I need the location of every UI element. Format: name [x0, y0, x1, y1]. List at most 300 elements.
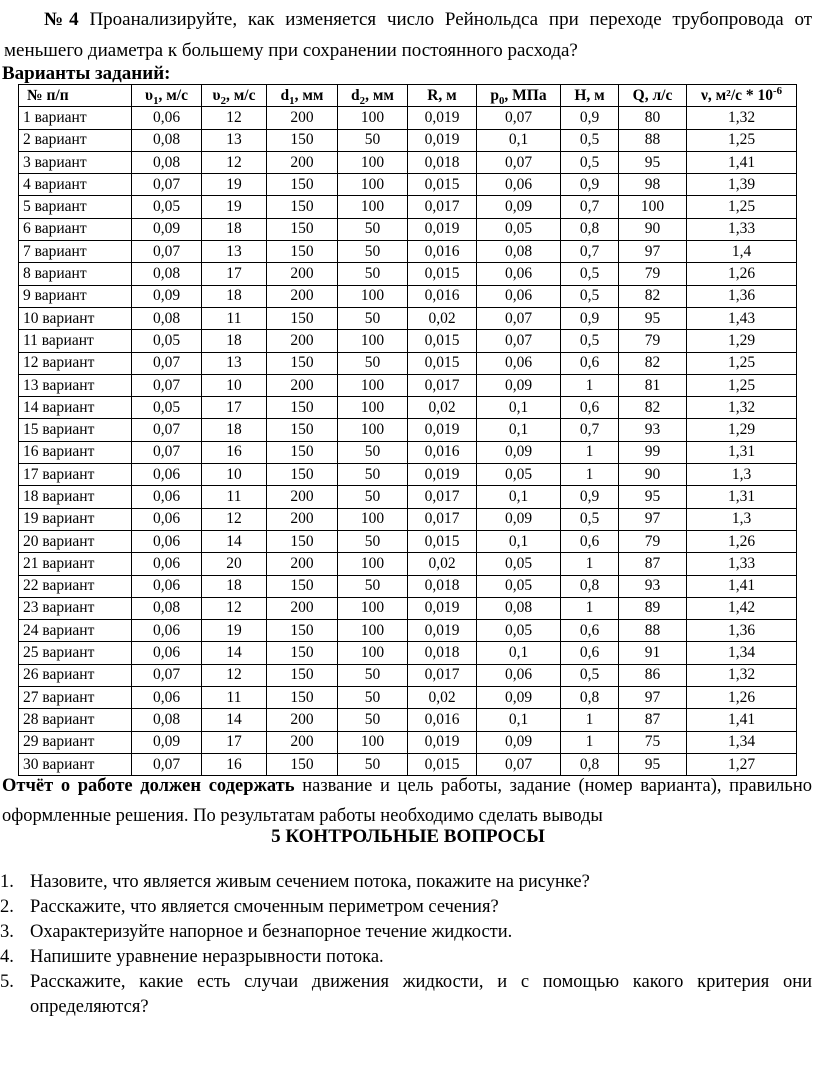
table-row [19, 530, 797, 552]
table-cell: 87 [619, 709, 687, 731]
table-cell: 0,015 [408, 263, 477, 285]
table-cell: 0,1 [477, 486, 561, 508]
table-cell: 20 [202, 553, 267, 575]
table-cell: 0,5 [561, 151, 619, 173]
table-cell: 0,015 [408, 352, 477, 374]
table-cell: 87 [619, 553, 687, 575]
variants-table [18, 84, 797, 776]
table-cell: 0,06 [132, 486, 202, 508]
header-base: Q, л/с [632, 86, 673, 104]
question-number: 4. [0, 947, 14, 967]
table-cell: 12 [202, 107, 267, 129]
table-row [19, 196, 797, 218]
table-cell: 1,25 [687, 129, 797, 151]
table-row [19, 263, 797, 285]
header-unit: , МПа [504, 86, 547, 104]
variant-label-cell: 26 вариант [19, 664, 132, 686]
variant-label-cell: 30 вариант [19, 753, 132, 775]
table-cell: 100 [338, 285, 408, 307]
table-cell: 98 [619, 174, 687, 196]
report-bold: Отчёт о работе должен содержать [2, 776, 295, 796]
table-header-cell [267, 85, 338, 107]
table-cell: 50 [338, 218, 408, 240]
header-subscript: 0 [499, 94, 505, 107]
table-cell: 0,06 [132, 530, 202, 552]
table-cell: 150 [267, 419, 338, 441]
table-cell: 0,8 [561, 218, 619, 240]
table-cell: 0,9 [561, 174, 619, 196]
table-cell: 50 [338, 687, 408, 709]
table-cell: 11 [202, 687, 267, 709]
table-cell: 0,019 [408, 731, 477, 753]
table-cell: 1,33 [687, 218, 797, 240]
table-header-cell [19, 85, 132, 107]
table-cell: 50 [338, 241, 408, 263]
table-header-cell [561, 85, 619, 107]
table-cell: 150 [267, 397, 338, 419]
table-cell: 12 [202, 664, 267, 686]
table-cell: 0,08 [132, 307, 202, 329]
table-cell: 0,07 [477, 107, 561, 129]
table-row [19, 575, 797, 597]
table-cell: 0,06 [132, 464, 202, 486]
table-cell: 100 [338, 642, 408, 664]
table-cell: 19 [202, 174, 267, 196]
table-cell: 0,019 [408, 464, 477, 486]
table-cell: 1,41 [687, 575, 797, 597]
table-cell: 0,017 [408, 508, 477, 530]
table-cell: 1,31 [687, 441, 797, 463]
header-base: R, м [427, 86, 457, 104]
table-cell: 150 [267, 218, 338, 240]
table-cell: 0,07 [132, 174, 202, 196]
table-cell: 0,09 [132, 218, 202, 240]
table-cell: 100 [338, 374, 408, 396]
header-subscript: 1 [289, 94, 295, 107]
header-base: Н, м [574, 86, 605, 104]
table-cell: 91 [619, 642, 687, 664]
question-item [0, 970, 812, 1020]
table-cell: 19 [202, 620, 267, 642]
table-cell: 1,25 [687, 374, 797, 396]
table-cell: 50 [338, 464, 408, 486]
table-cell: 150 [267, 575, 338, 597]
table-cell: 1,26 [687, 687, 797, 709]
table-cell: 0,07 [477, 330, 561, 352]
table-cell: 93 [619, 575, 687, 597]
table-cell: 14 [202, 530, 267, 552]
header-unit: , м/с [225, 86, 256, 104]
table-cell: 0,5 [561, 129, 619, 151]
variant-label-cell: 18 вариант [19, 486, 132, 508]
variant-label-cell: 8 вариант [19, 263, 132, 285]
table-cell: 0,09 [477, 687, 561, 709]
question-number: 5. [0, 972, 14, 992]
question-item [0, 870, 812, 895]
table-cell: 0,09 [477, 374, 561, 396]
table-cell: 0,5 [561, 263, 619, 285]
table-cell: 0,6 [561, 642, 619, 664]
table-cell: 88 [619, 129, 687, 151]
table-header-cell [619, 85, 687, 107]
table-cell: 0,06 [477, 664, 561, 686]
table-cell: 0,06 [477, 174, 561, 196]
table-row [19, 241, 797, 263]
table-cell: 0,06 [132, 508, 202, 530]
table-cell: 1,41 [687, 151, 797, 173]
table-cell: 0,1 [477, 642, 561, 664]
table-cell: 1 [561, 374, 619, 396]
table-cell: 0,018 [408, 151, 477, 173]
table-header-row [19, 85, 797, 107]
table-cell: 0,02 [408, 687, 477, 709]
table-row [19, 285, 797, 307]
table-cell: 0,9 [561, 107, 619, 129]
table-row [19, 464, 797, 486]
table-cell: 97 [619, 241, 687, 263]
table-row [19, 508, 797, 530]
variant-label-cell: 27 вариант [19, 687, 132, 709]
table-row [19, 597, 797, 619]
task-text: Проанализируйте, как изменяется число Рейнольдса при переходе трубопровода от меньшего диаметра к большему при сохранении постоянного расхода? [4, 9, 813, 61]
table-cell: 1,43 [687, 307, 797, 329]
table-row [19, 352, 797, 374]
table-cell: 10 [202, 464, 267, 486]
table-cell: 0,08 [477, 597, 561, 619]
table-cell: 10 [202, 374, 267, 396]
table-cell: 0,05 [132, 330, 202, 352]
table-cell: 150 [267, 174, 338, 196]
table-cell: 0,1 [477, 397, 561, 419]
table-cell: 200 [267, 263, 338, 285]
table-cell: 50 [338, 753, 408, 775]
table-cell: 13 [202, 352, 267, 374]
table-cell: 0,06 [132, 575, 202, 597]
table-cell: 0,016 [408, 441, 477, 463]
table-cell: 100 [338, 151, 408, 173]
table-cell: 0,8 [561, 575, 619, 597]
table-cell: 0,07 [477, 151, 561, 173]
table-cell: 0,8 [561, 753, 619, 775]
table-cell: 200 [267, 553, 338, 575]
header-unit: , мм [365, 86, 394, 104]
table-cell: 1,4 [687, 241, 797, 263]
table-cell: 50 [338, 709, 408, 731]
table-cell: 1,3 [687, 464, 797, 486]
header-base: № п/п [27, 86, 69, 104]
table-cell: 150 [267, 441, 338, 463]
table-cell: 200 [267, 107, 338, 129]
table-cell: 150 [267, 196, 338, 218]
table-cell: 93 [619, 419, 687, 441]
table-row [19, 664, 797, 686]
table-cell: 0,019 [408, 597, 477, 619]
table-cell: 0,5 [561, 508, 619, 530]
table-row [19, 374, 797, 396]
table-cell: 0,6 [561, 397, 619, 419]
table-row [19, 620, 797, 642]
table-cell: 1,32 [687, 664, 797, 686]
table-cell: 0,7 [561, 241, 619, 263]
table-cell: 0,6 [561, 620, 619, 642]
variant-label-cell: 4 вариант [19, 174, 132, 196]
table-cell: 18 [202, 419, 267, 441]
table-cell: 18 [202, 218, 267, 240]
table-cell: 150 [267, 687, 338, 709]
table-cell: 0,017 [408, 374, 477, 396]
question-item [0, 945, 812, 970]
table-cell: 1,26 [687, 530, 797, 552]
table-cell: 1 [561, 731, 619, 753]
table-cell: 81 [619, 374, 687, 396]
variant-label-cell: 23 вариант [19, 597, 132, 619]
table-cell: 0,06 [132, 553, 202, 575]
table-cell: 86 [619, 664, 687, 686]
table-cell: 82 [619, 352, 687, 374]
table-cell: 0,08 [132, 151, 202, 173]
table-cell: 50 [338, 263, 408, 285]
table-cell: 0,08 [477, 241, 561, 263]
variant-label-cell: 2 вариант [19, 129, 132, 151]
table-cell: 0,08 [132, 597, 202, 619]
variant-label-cell: 14 вариант [19, 397, 132, 419]
table-cell: 200 [267, 486, 338, 508]
table-cell: 0,08 [132, 263, 202, 285]
table-cell: 0,07 [132, 374, 202, 396]
table-cell: 90 [619, 464, 687, 486]
table-cell: 0,015 [408, 174, 477, 196]
table-cell: 0,09 [132, 285, 202, 307]
header-base: d [351, 86, 360, 104]
table-header-cell [338, 85, 408, 107]
table-cell: 0,6 [561, 530, 619, 552]
header-subscript: 2 [359, 94, 366, 107]
table-cell: 0,9 [561, 307, 619, 329]
table-row [19, 307, 797, 329]
table-cell: 14 [202, 642, 267, 664]
question-item [0, 895, 812, 920]
table-cell: 50 [338, 664, 408, 686]
table-header-cell [202, 85, 267, 107]
table-cell: 0,017 [408, 196, 477, 218]
table-cell: 200 [267, 330, 338, 352]
table-cell: 1,31 [687, 486, 797, 508]
table-cell: 0,019 [408, 107, 477, 129]
table-cell: 0,017 [408, 486, 477, 508]
table-cell: 0,019 [408, 419, 477, 441]
table-cell: 0,02 [408, 553, 477, 575]
table-cell: 50 [338, 575, 408, 597]
report-text: название и цель работы, задание (номер варианта), правильно оформленные решения. По результатам работы необходимо сделать выводы [2, 776, 812, 826]
table-cell: 200 [267, 374, 338, 396]
table-cell: 50 [338, 441, 408, 463]
table-cell: 82 [619, 397, 687, 419]
table-cell: 0,019 [408, 129, 477, 151]
table-cell: 1,36 [687, 285, 797, 307]
table-cell: 0,07 [132, 664, 202, 686]
table-cell: 0,7 [561, 196, 619, 218]
table-cell: 0,016 [408, 709, 477, 731]
header-subscript: 1 [153, 94, 159, 107]
table-cell: 0,05 [477, 218, 561, 240]
questions-list [0, 870, 812, 1020]
table-cell: 99 [619, 441, 687, 463]
variant-label-cell: 17 вариант [19, 464, 132, 486]
table-cell: 12 [202, 597, 267, 619]
table-body [19, 107, 797, 776]
table-cell: 79 [619, 330, 687, 352]
table-cell: 0,08 [132, 709, 202, 731]
table-cell: 1,39 [687, 174, 797, 196]
table-cell: 1,34 [687, 642, 797, 664]
table-cell: 16 [202, 441, 267, 463]
header-base: d [280, 86, 290, 104]
table-cell: 0,8 [561, 687, 619, 709]
table-cell: 0,1 [477, 129, 561, 151]
question-text: Охарактеризуйте напорное и безнапорное течение жидкости. [30, 922, 513, 942]
table-cell: 0,5 [561, 664, 619, 686]
table-cell: 95 [619, 753, 687, 775]
variant-label-cell: 6 вариант [19, 218, 132, 240]
table-cell: 100 [338, 553, 408, 575]
table-cell: 0,5 [561, 330, 619, 352]
table-cell: 0,1 [477, 419, 561, 441]
variant-label-cell: 3 вариант [19, 151, 132, 173]
header-base: υ [145, 86, 154, 104]
table-cell: 0,1 [477, 530, 561, 552]
question-number: 3. [0, 922, 14, 942]
table-cell: 1 [561, 464, 619, 486]
header-unit: , мм [294, 86, 324, 104]
table-cell: 79 [619, 263, 687, 285]
variant-label-cell: 28 вариант [19, 709, 132, 731]
table-cell: 100 [338, 397, 408, 419]
table-cell: 0,1 [477, 709, 561, 731]
table-cell: 14 [202, 709, 267, 731]
table-cell: 0,07 [132, 441, 202, 463]
variant-label-cell: 21 вариант [19, 553, 132, 575]
header-superscript: -6 [773, 84, 783, 97]
table-cell: 1 [561, 553, 619, 575]
header-subscript: 2 [220, 94, 226, 107]
table-row [19, 441, 797, 463]
table-cell: 0,07 [132, 419, 202, 441]
table-cell: 17 [202, 263, 267, 285]
variant-label-cell: 9 вариант [19, 285, 132, 307]
table-cell: 100 [338, 174, 408, 196]
table-cell: 0,018 [408, 642, 477, 664]
table-cell: 97 [619, 508, 687, 530]
table-cell: 1,32 [687, 107, 797, 129]
table-cell: 1,25 [687, 196, 797, 218]
variant-label-cell: 13 вариант [19, 374, 132, 396]
table-cell: 1,29 [687, 330, 797, 352]
table-cell: 18 [202, 330, 267, 352]
table-row [19, 731, 797, 753]
variant-label-cell: 12 вариант [19, 352, 132, 374]
table-cell: 100 [338, 107, 408, 129]
table-cell: 17 [202, 731, 267, 753]
variant-label-cell: 16 вариант [19, 441, 132, 463]
table-cell: 150 [267, 241, 338, 263]
table-cell: 150 [267, 620, 338, 642]
report-paragraph [2, 771, 812, 831]
table-cell: 100 [338, 196, 408, 218]
table-cell: 1,41 [687, 709, 797, 731]
table-cell: 0,9 [561, 486, 619, 508]
table-header-cell [687, 85, 797, 107]
table-cell: 150 [267, 307, 338, 329]
question-text: Назовите, что является живым сечением потока, покажите на рисунке? [30, 872, 590, 892]
table-cell: 0,06 [132, 687, 202, 709]
table-cell: 200 [267, 709, 338, 731]
table-cell: 150 [267, 753, 338, 775]
table-cell: 12 [202, 151, 267, 173]
header-base: υ [212, 86, 221, 104]
table-cell: 200 [267, 731, 338, 753]
table-cell: 1,34 [687, 731, 797, 753]
table-row [19, 642, 797, 664]
table-cell: 0,018 [408, 575, 477, 597]
table-cell: 0,06 [132, 642, 202, 664]
variant-label-cell: 10 вариант [19, 307, 132, 329]
table-cell: 0,09 [477, 441, 561, 463]
header-base: ν, м²/с * 10 [700, 86, 774, 104]
table-cell: 50 [338, 530, 408, 552]
table-cell: 0,06 [477, 285, 561, 307]
question-item [0, 920, 812, 945]
table-cell: 1,26 [687, 263, 797, 285]
table-cell: 200 [267, 285, 338, 307]
variant-label-cell: 11 вариант [19, 330, 132, 352]
table-cell: 16 [202, 753, 267, 775]
table-cell: 1,29 [687, 419, 797, 441]
table-cell: 11 [202, 307, 267, 329]
table-cell: 0,09 [477, 196, 561, 218]
table-row [19, 129, 797, 151]
table-cell: 0,5 [561, 285, 619, 307]
table-row [19, 709, 797, 731]
table-cell: 1,27 [687, 753, 797, 775]
variant-label-cell: 22 вариант [19, 575, 132, 597]
question-text: Напишите уравнение неразрывности потока. [30, 947, 384, 967]
question-number: 1. [0, 872, 14, 892]
table-cell: 0,016 [408, 285, 477, 307]
table-cell: 0,05 [477, 575, 561, 597]
task-number: №4 [44, 9, 79, 30]
table-cell: 50 [338, 129, 408, 151]
table-cell: 1,36 [687, 620, 797, 642]
table-row [19, 151, 797, 173]
table-cell: 1,25 [687, 352, 797, 374]
table-cell: 100 [619, 196, 687, 218]
table-cell: 0,05 [132, 397, 202, 419]
table-cell: 80 [619, 107, 687, 129]
question-text: Расскажите, какие есть случаи движения жидкости, и с помощью какого критерия они определяются? [30, 972, 812, 1017]
variant-label-cell: 1 вариант [19, 107, 132, 129]
table-cell: 1,32 [687, 397, 797, 419]
variant-label-cell: 7 вариант [19, 241, 132, 263]
table-cell: 0,07 [132, 241, 202, 263]
table-row [19, 553, 797, 575]
table-header-cell [408, 85, 477, 107]
table-row [19, 330, 797, 352]
table-cell: 0,06 [132, 107, 202, 129]
variant-label-cell: 15 вариант [19, 419, 132, 441]
table-cell: 18 [202, 285, 267, 307]
table-cell: 1 [561, 709, 619, 731]
table-cell: 0,015 [408, 330, 477, 352]
